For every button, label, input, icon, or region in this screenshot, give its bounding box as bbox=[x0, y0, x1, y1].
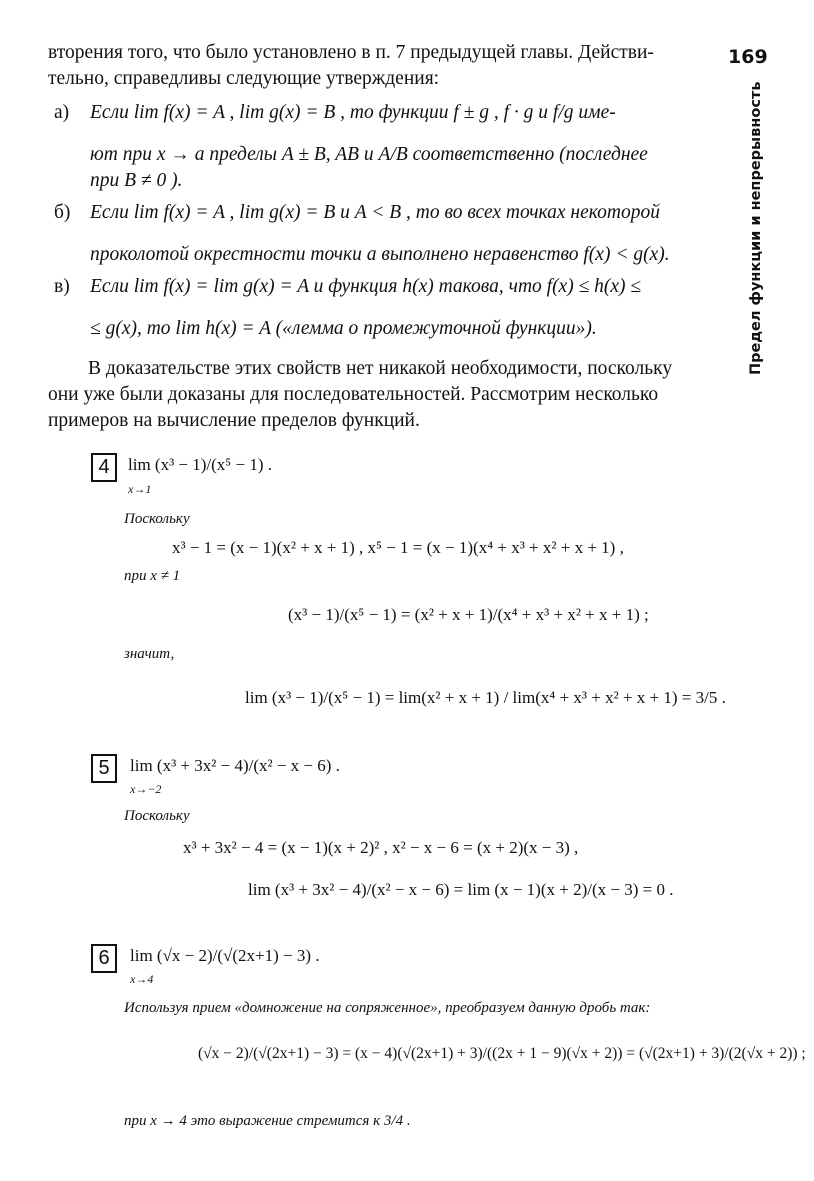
statement-b: б) Если lim f(x) = A , lim g(x) = B и A < B , то во всех точках некоторой проколотой окрестности точки a выполнено неравенство f(x) < g(x). bbox=[54, 202, 670, 265]
equation-3: lim (x³ − 1)/(x⁵ − 1) = lim(x² + x + 1) / lim(x⁴ + x³ + x² + x + 1) = 3/5 . bbox=[245, 688, 726, 707]
equation-1: x³ − 1 = (x − 1)(x² + x + 1) , x⁵ − 1 = (x − 1)(x⁴ + x³ + x² + x + 1) , bbox=[172, 538, 624, 557]
example-4-condition: x→1 bbox=[128, 482, 152, 496]
running-title: Предел функции и непрерывность bbox=[748, 81, 764, 375]
equation-2: (x³ − 1)/(x⁵ − 1) = (x² + x + 1)/(x⁴ + x³ + x² + x + 1) ; bbox=[288, 605, 649, 624]
intro-line-1: вторения того, что было установлено в п. 7 предыдущей главы. Действи- bbox=[48, 42, 654, 63]
intro-line-2: тельно, справедливы следующие утверждения: bbox=[48, 68, 440, 89]
example-6-expression: lim (√x − 2)/(√(2x+1) − 3) . bbox=[130, 946, 320, 965]
example-6-condition: x→4 bbox=[130, 972, 154, 986]
statement-a: а) Если lim f(x) = A , lim g(x) = B , то функции f ± g , f · g и f/g име- ют при x → a пределы A ± B, AB и A/B соответственно (последнее при B ≠ 0 ). bbox=[54, 102, 648, 191]
equation-5: lim (x³ + 3x² − 4)/(x² − x − 6) = lim (x − 1)(x + 2)/(x − 3) = 0 . bbox=[248, 880, 674, 899]
main-text bbox=[48, 40, 718, 434]
note-because-1: Поскольку bbox=[124, 511, 190, 527]
example-number-4: 4 bbox=[91, 453, 117, 482]
note-when: при x ≠ 1 bbox=[124, 568, 181, 584]
note-final: при x → 4 это выражение стремится к 3/4 . bbox=[124, 1113, 411, 1129]
equation-4: x³ + 3x² − 4 = (x − 1)(x + 2)² , x² − x − 6 = (x + 2)(x − 3) , bbox=[183, 838, 579, 857]
example-number-6: 6 bbox=[91, 944, 117, 973]
note-because-2: Поскольку bbox=[124, 808, 190, 824]
example-5-condition: x→−2 bbox=[130, 782, 162, 796]
example-number-5: 5 bbox=[91, 754, 117, 783]
equation-6: (√x − 2)/(√(2x+1) − 3) = (x − 4)(√(2x+1) + 3)/((2x + 1 − 9)(√x + 2)) = (√(2x+1) + 3)/(2(√x + 2)) ; bbox=[198, 1045, 806, 1062]
page-number: 169 bbox=[728, 46, 768, 68]
example-4-expression: lim (x³ − 1)/(x⁵ − 1) . bbox=[128, 455, 272, 474]
note-means: значит, bbox=[124, 646, 175, 662]
para2-line-1: В доказательстве этих свойств нет никакой необходимости, поскольку bbox=[88, 358, 673, 379]
para2-line-3: примеров на вычисление пределов функций. bbox=[48, 410, 420, 431]
example-5-expression: lim (x³ + 3x² − 4)/(x² − x − 6) . bbox=[130, 756, 340, 775]
para2-line-2: они уже были доказаны для последовательностей. Рассмотрим несколько bbox=[48, 384, 659, 405]
statement-c: в) Если lim f(x) = lim g(x) = A и функция h(x) такова, что f(x) ≤ h(x) ≤ ≤ g(x), то lim h(x) = A («лемма о промежуточной функции»). bbox=[54, 276, 642, 339]
note-using: Используя прием «домножение на сопряженное», преобразуем данную дробь так: bbox=[124, 1000, 651, 1016]
